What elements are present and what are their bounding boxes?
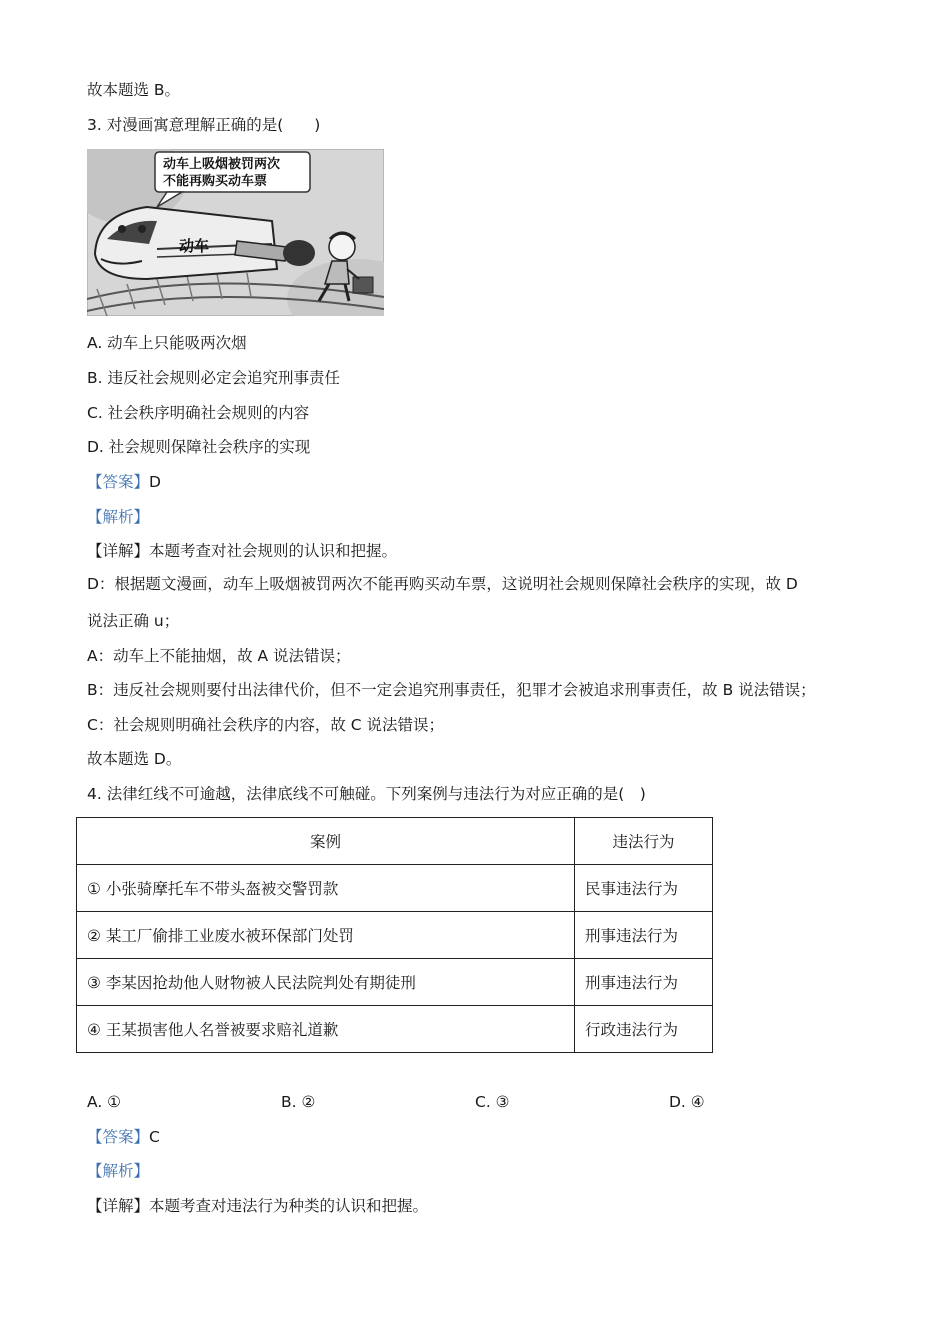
table-row [77,912,713,959]
speech-line-2: 不能再购买动车票 [163,174,268,189]
answer-tag: 【答案】 [87,473,150,491]
table-cell-violation: 行政违法行为 [575,1006,713,1053]
table-row [77,865,713,912]
q4-analysis-tag: 【解析】 [87,1162,150,1180]
q3-answer [87,471,161,493]
q3-b-explain: B：违反社会规则要付出法律代价，但不一定会追究刑事责任，犯罪才会被追求刑事责任，故 B 说法错误； [87,681,816,699]
q3-a-explain: A：动车上不能抽烟，故 A 说法错误； [87,647,351,665]
table-cell-case: ④ 王某损害他人名誉被要求赔礼道歉 [77,1006,575,1053]
cases-table [76,817,713,1053]
table-header-violation: 违法行为 [575,818,713,865]
q3-option-c: C. 社会秩序明确社会规则的内容 [87,404,310,422]
table-header-case: 案例 [77,818,575,865]
q3-d-explain-1: D：根据题文漫画，动车上吸烟被罚两次不能再购买动车票，这说明社会规则保障社会秩序的实现，故 D [87,575,798,593]
q4-detail: 【详解】本题考查对违法行为种类的认识和把握。 [87,1197,429,1215]
answer-tag: 【答案】 [87,1128,150,1146]
q4-answer [87,1126,160,1148]
table-header-row [77,818,713,865]
table-row [77,959,713,1006]
table-cell-case: ① 小张骑摩托车不带头盔被交警罚款 [77,865,575,912]
q3-analysis-tag: 【解析】 [87,508,150,526]
question-3-stem: 3. 对漫画寓意理解正确的是( ) [87,116,321,134]
q3-d-explain-2: 说法正确 u； [87,612,180,630]
prev-conclusion: 故本题选 B。 [87,81,181,99]
q3-option-d: D. 社会规则保障社会秩序的实现 [87,438,311,456]
q4-option-d: D. ④ [669,1093,705,1111]
q4-option-a: A. ① [87,1093,122,1111]
q4-option-b: B. ② [281,1093,316,1111]
table-cell-violation: 民事违法行为 [575,865,713,912]
table-cell-violation: 刑事违法行为 [575,959,713,1006]
q3-option-a: A. 动车上只能吸两次烟 [87,334,247,352]
question-4-stem: 4. 法律红线不可逾越，法律底线不可触碰。下列案例与违法行为对应正确的是( ) [87,785,646,803]
table-cell-violation: 刑事违法行为 [575,912,713,959]
table-row [77,1006,713,1053]
q3-option-b: B. 违反社会规则必定会追究刑事责任 [87,369,340,387]
q3-conclusion: 故本题选 D。 [87,750,182,768]
cartoon-image [87,149,384,316]
q3-c-explain: C：社会规则明确社会秩序的内容，故 C 说法错误； [87,716,445,734]
q3-detail: 【详解】本题考查对社会规则的认识和把握。 [87,542,398,560]
train-label: 动车 [179,237,210,255]
speech-line-1: 动车上吸烟被罚两次 [163,157,281,172]
answer-value: D [149,473,161,491]
table-cell-case: ③ 李某因抢劫他人财物被人民法院判处有期徒刑 [77,959,575,1006]
q4-option-c: C. ③ [475,1093,510,1111]
answer-value: C [149,1128,160,1146]
table-cell-case: ② 某工厂偷排工业废水被环保部门处罚 [77,912,575,959]
